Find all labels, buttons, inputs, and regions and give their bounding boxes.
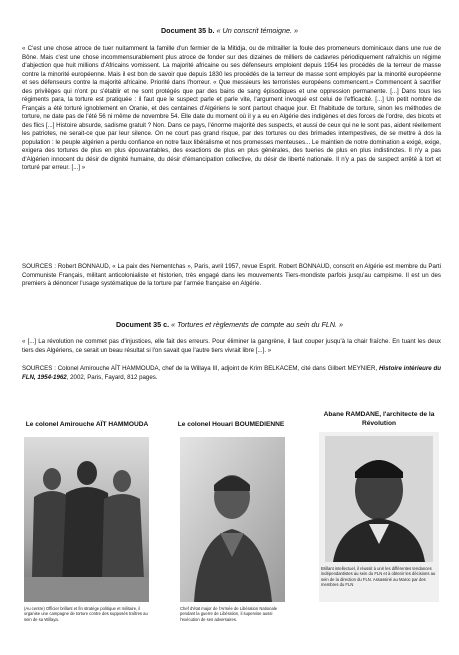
- doc35b-body: « C'est une chose atroce de tuer nuitamment la famille d'un fermier de la Mitidja, ou de mitrailler la foule des promeneurs dominicaux dans une rue de Bône. Mais c'est une chose incommensurablement plus atroce de fonder sur des dizaines de milliers de cadavres périodiquement rafraîchis un régime d'abjection que huit millions d'Africains vomissent. La majorité africaine ou ses défenseurs emploient depuis 1954 les procédés de la terreur de masse contre la minorité européenne. Mais il est bon de savoir que depuis 1830 les procédés de la terreur de masse sont employés par la minorité européenne et ses défenseurs contre la majorité africaine. Priorité dans l'horreur. « Que messieurs les terroristes européens commencent.» Commencent à sacrifier des privilèges qui n'ont pu s'établir et ne sont protégés que par des bains de sang épisodiques et une oppression permanente. [...] Dans tous les régiments para, la torture est pratiquée : il faut que le suspect parle et parle vite, l'argument invoqué est celui de l'efficacité. [...] Un petit nombre de Français a été torturé ignoblement en Oranie, et des centaines d'Algériens le sont partout chaque jour. Et l'habitude de torture, sinon les méthodes de torture, ne date pas de l'été 56 ni même de novembre 54. Elle date du moment où il y a eu en Algérie des indigènes et des forces de l'ordre, des bicots et des flics [...] Histoire absurde, sadisme gratuit ? Non. Dans ce pays, l'énorme majorité des suspects, et aussi de ceux qui ne le sont pas, aident réellement les patriotes, ne serait-ce que par leur silence. On ne court pas grand risque, par des tortures ou des brimades intempestives, de se mettre à dos la population : le peuple algérien a perdu confiance en notre faux libéralisme et nos promesses menteuses... Le maintien de notre domination a exigé, exige, exigera des tortures de plus en plus épouvantables, des exactions de plus en plus générales, des tueries de plus en plus indistinctes. Il n'y a pas d'Algérien innocent du désir de dignité humaine, du désir d'émancipation collective, du désir de liberté nationale. Il n'y a pas de suspect arrêté à tort et torturé par erreur. [...] »: [22, 45, 441, 171]
- doc35c-title: [0, 320, 459, 329]
- doc35c-sources: [22, 365, 441, 382]
- doc35c-title-lead: Document 35 c.: [115, 320, 170, 329]
- doc35c-sources-prefix: SOURCES : Colonel Amirouche AÏT HAMMOUDA, chef de la Willaya III, adjoint de Krim BELKACEM, cité dans Gilbert MEYNIER,: [22, 365, 379, 372]
- photo1-caption: (Au centre) Officier brillant et fin stratège politique et militaire, il organise une campagne de torture contre des supposés traîtres au sein de sa Willaya.: [24, 606, 148, 622]
- photo2-caption: Chef d'état major de l'Armée de Libération Nationale pendant la guerre de Libération, il supervise aussi l'exécution de ses adversaires.: [180, 606, 278, 622]
- doc35c-body: « [...] La révolution ne commet pas d'injustices, elle fait des erreurs. Pour éliminer la gangrène, il faut couper jusqu'à la chair fraîche. En tuant les deux tiers des Algériens, ce serait un beau résultat si l'on savait que l'autre tiers vivrait libre [...]. »: [22, 338, 441, 354]
- photo3-title: Abane RAMDANE, l'architecte de la Révolution: [323, 411, 435, 427]
- doc35c-sources-suffix: , 2002, Paris, Fayard, 812 pages.: [66, 373, 158, 381]
- doc35b-title: [0, 26, 459, 35]
- doc35b-title-lead: Document 35 b.: [160, 26, 215, 35]
- photo1-title: Le colonel Amirouche AÏT HAMMOUDA: [25, 421, 149, 428]
- photo-amirouche: [24, 437, 149, 602]
- doc35b-title-quote: « Un conscrit témoigne. »: [216, 26, 299, 35]
- photo-boumedienne: [180, 437, 285, 602]
- photo-boumedienne-image: [180, 437, 285, 602]
- photo-amirouche-image: [24, 437, 149, 602]
- photo3-caption: Brillant intellectuel, il réussit à unir les différentes tendances indépendantistes au sein du FLN et à obtenir les décisions au sein de la direction du FLN. Assassiné au Maroc par des membres du FLN: [321, 566, 436, 588]
- doc35b-sources: SOURCES : Robert BONNAUD, « La paix des Nementchas », Paris, avril 1957, revue Esprit. Robert BONNAUD, conscrit en Algérie est membre du Parti Communiste Français, militant anticolonialiste et historien, très engagé dans les mouvements Tiers-mondiste parfois jusqu'au campisme. Il est un des premiers à dénoncer l'usage systématique de la torture par l'armée française en Algérie.: [22, 263, 441, 287]
- doc35c-sources-book: Histoire intérieure du FLN, 1954-1962: [22, 365, 441, 381]
- doc35c-title-quote: « Tortures et règlements de compte au sein du FLN. »: [171, 320, 344, 329]
- photo2-title: Le colonel Houari BOUMEDIENNE: [177, 421, 285, 428]
